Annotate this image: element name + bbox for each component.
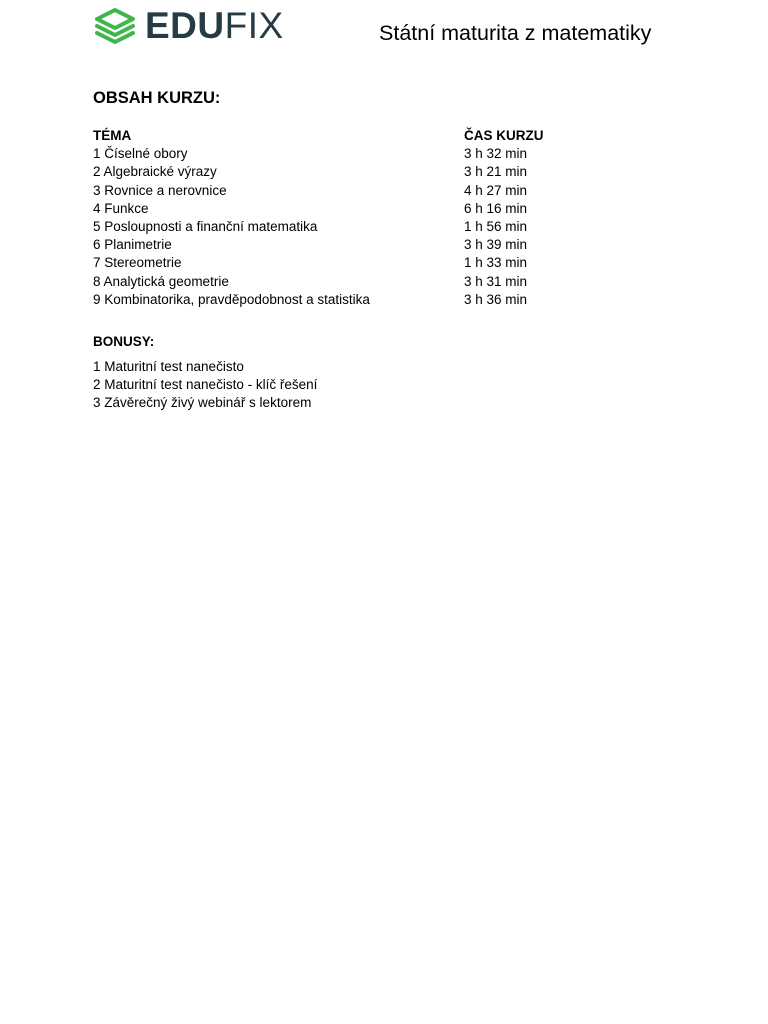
- table-row: [93, 200, 653, 218]
- time-cell: 6 h 16 min: [464, 200, 528, 216]
- graduation-cap-icon: [94, 7, 136, 45]
- topic-cell: 2 Algebraické výrazy: [93, 164, 217, 180]
- topic-cell: 8 Analytická geometrie: [93, 273, 229, 289]
- list-item: 1 Maturitní test nanečisto: [93, 359, 244, 374]
- topic-cell: 7 Stereometrie: [93, 255, 182, 271]
- column-header-topic: TÉMA: [93, 128, 132, 143]
- bonuses-heading: BONUSY:: [93, 334, 155, 349]
- column-header-time: ČAS KURZU: [464, 128, 544, 143]
- table-row: [93, 163, 653, 181]
- time-cell: 3 h 39 min: [464, 237, 528, 253]
- time-cell: 3 h 32 min: [464, 146, 528, 162]
- table-row: [93, 236, 653, 254]
- table-row: [93, 291, 653, 309]
- logo-wordmark-light: FIX: [224, 5, 284, 46]
- table-header-row: [93, 127, 653, 145]
- topic-cell: 5 Posloupnosti a finanční matematika: [93, 218, 318, 234]
- time-cell: 4 h 27 min: [464, 182, 528, 198]
- time-cell: 1 h 56 min: [464, 218, 528, 234]
- topic-cell: 3 Rovnice a nerovnice: [93, 182, 227, 198]
- time-cell: 1 h 33 min: [464, 255, 528, 271]
- edufix-logo: [94, 6, 284, 46]
- document-title: Státní maturita z matematiky: [379, 21, 652, 45]
- course-content-table: [93, 127, 653, 309]
- time-cell: 3 h 31 min: [464, 273, 528, 289]
- time-cell: 3 h 21 min: [464, 164, 528, 180]
- logo-wordmark-bold: EDU: [145, 5, 225, 46]
- table-row: [93, 218, 653, 236]
- topic-cell: 6 Planimetrie: [93, 237, 172, 253]
- course-content-heading: OBSAH KURZU:: [93, 89, 221, 107]
- table-row: [93, 145, 653, 163]
- time-cell: 3 h 36 min: [464, 291, 528, 307]
- topic-cell: 1 Číselné obory: [93, 146, 188, 162]
- logo-wordmark: [145, 6, 284, 46]
- table-row: [93, 182, 653, 200]
- topic-cell: 9 Kombinatorika, pravděpodobnost a statistika: [93, 291, 370, 307]
- table-row: [93, 273, 653, 291]
- list-item: 2 Maturitní test nanečisto - klíč řešení: [93, 377, 318, 393]
- topic-cell: 4 Funkce: [93, 200, 149, 216]
- list-item: 3 Závěrečný živý webinář s lektorem: [93, 395, 312, 411]
- bonuses-list: [93, 358, 317, 413]
- page-header: [0, 0, 768, 60]
- table-row: [93, 254, 653, 272]
